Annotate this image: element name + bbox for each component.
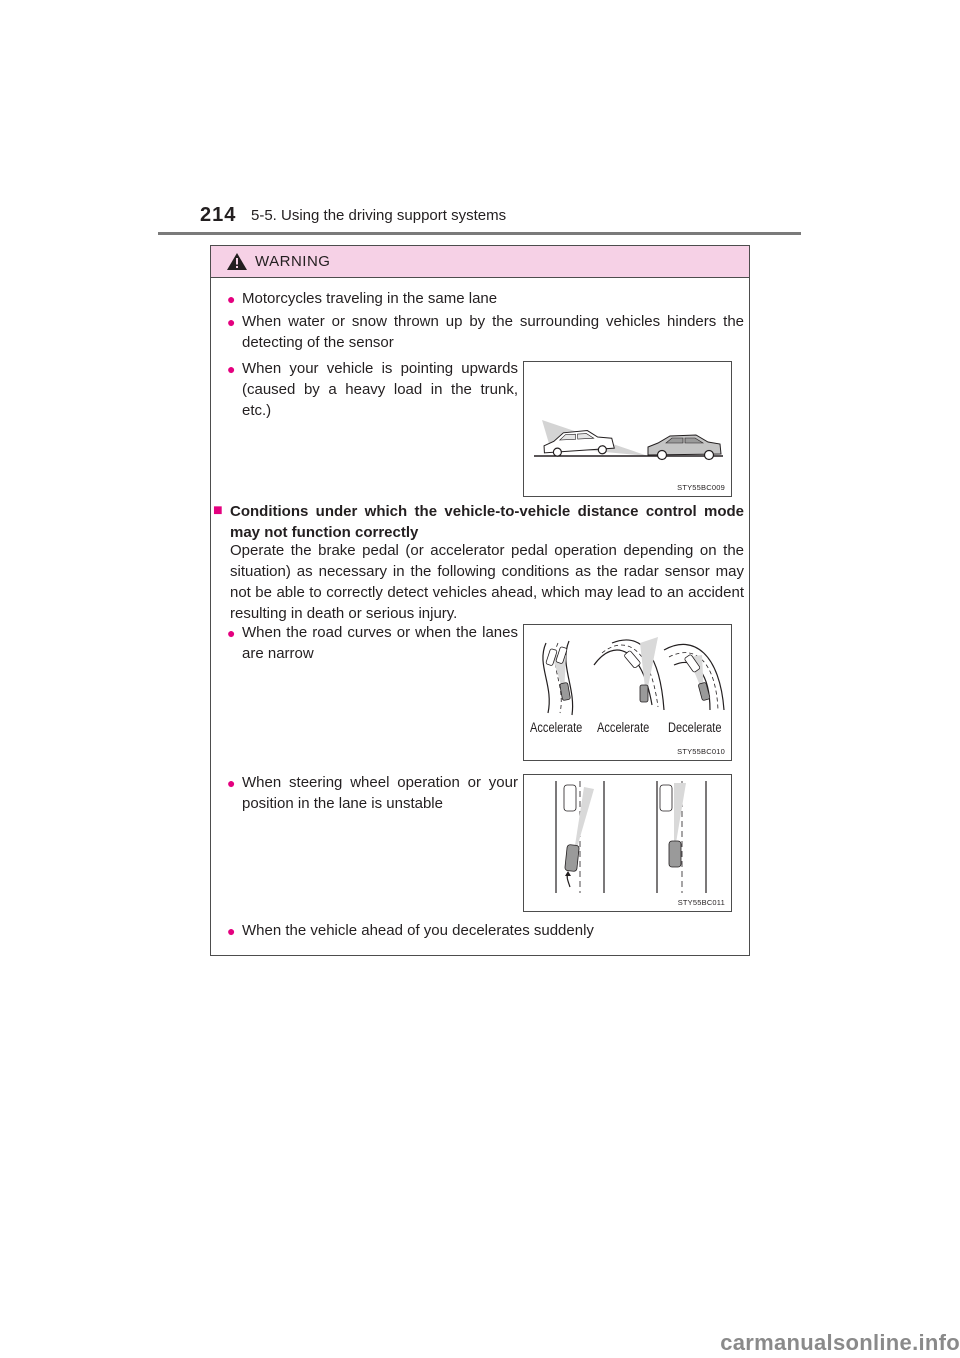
bullet-circle-icon: ● — [227, 291, 236, 307]
bullet-circle-icon: ● — [227, 625, 236, 641]
figure-lane-position — [523, 774, 732, 912]
label-decelerate: Decelerate — [668, 720, 722, 735]
curving-road-illustration — [524, 625, 731, 760]
watermark: carmanualsonline.info — [720, 1330, 960, 1355]
label-accelerate-2: Accelerate — [597, 720, 650, 735]
bullet-circle-icon: ● — [227, 361, 236, 377]
bullet-motorcycles: Motorcycles traveling in the same lane — [242, 290, 498, 307]
figure-vehicle-pointing-upwards — [523, 361, 732, 497]
bullet-water-snow: When water or snow thrown up by the surrounding vehicles hinders the detecting of the sensor — [242, 313, 744, 351]
bullet-circle-icon: ● — [227, 314, 236, 330]
bullet-steering-unstable: When steering wheel operation or your position in the lane is unstable — [242, 774, 518, 812]
figure-code: STY55BC010 — [677, 747, 725, 756]
label-accelerate-1: Accelerate — [530, 720, 583, 735]
bullet-circle-icon: ● — [227, 923, 236, 939]
bullet-pointing-upwards: When your vehicle is pointing upwards (caused by a heavy load in the trunk, etc.) — [242, 360, 518, 419]
bullet-circle-icon: ● — [227, 775, 236, 791]
vehicle-tilted-illustration — [524, 362, 731, 496]
page-number: 214 — [200, 204, 237, 226]
section-title: 5-5. Using the driving support systems — [251, 207, 507, 224]
figure-road-curves — [523, 624, 732, 761]
figure-code: STY55BC011 — [677, 898, 725, 907]
bullet-road-curves: When the road curves or when the lanes are narrow — [242, 624, 518, 662]
bullet-decelerates-suddenly: When the vehicle ahead of you decelerates suddenly — [242, 922, 594, 939]
square-marker-icon: ■ — [213, 502, 223, 519]
warning-header — [211, 246, 749, 278]
figure-code: STY55BC009 — [677, 483, 725, 492]
header-divider — [158, 232, 801, 235]
warning-triangle-icon — [227, 253, 247, 270]
warning-box — [210, 245, 750, 956]
conditions-heading: Conditions under which the vehicle-to-vehicle distance control mode may not function correctly — [230, 503, 744, 541]
warning-title: WARNING — [255, 253, 331, 270]
conditions-body: Operate the brake pedal (or accelerator pedal operation depending on the situation) as necessary in the following conditions as the radar sensor may not be able to correctly detect vehicles ahead, which may lead to an accident resulting in death or serious injury. — [230, 542, 744, 622]
lane-position-illustration — [524, 775, 731, 911]
